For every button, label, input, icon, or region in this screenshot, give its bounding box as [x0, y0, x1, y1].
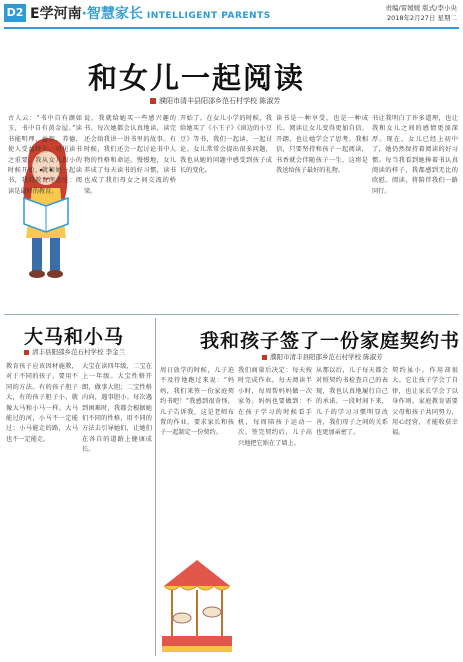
brand-sep: · — [81, 6, 87, 22]
reading-col4: 读书是一种享受，也是一种成长。阅读让女儿变得更加自信、开朗，也让她学会了思考。我相信，只要坚持和孩子一起阅读，书香就会伴随孩子一生，这将是我送给孩子最好的礼物。 — [276, 115, 368, 175]
reading-col5: 书让我明白了许多道理，也让我和女儿之间的感情更加深厚。现在，女儿已经上初中了，她仍然保持着阅读的好习惯。每当我看到她捧着书认真阅读的样子，我都感到无比的欣慰。阅读，将陪伴我们一路同行。 — [372, 115, 458, 195]
reading-col3: 开始了。在女儿小学的时候，我给她买了《小王子》《窗边的小豆豆》等书，我们一起读，一起讨论。女儿常常会提出很多问题，我也从她的问题中感受到孩子成长的变化。 — [180, 115, 272, 175]
reading-col1-head: 古人云：“书中自有颜如玉，书中自有黄金屋。”读书能明理、益智、养德，使人受益终生。可见读书之重要。我从女儿很小的时候开始，就和她一起读书，我的教育理念是：阅读是最好的教育。 — [8, 115, 82, 195]
contract-col4: 契约虽小，作用却很大。它让孩子学会了自律，也让家长学会了以身作则。家庭教育需要父母和孩子共同努力，用心经营，才能收获幸福。 — [392, 367, 458, 437]
carousel-illustration — [160, 556, 234, 658]
page-number: D2 — [4, 4, 26, 22]
article-byline-contract: 濮阳市清丰县阳邵乡范石村学校 陈淑芳 — [262, 352, 383, 361]
square-icon — [24, 350, 29, 355]
square-icon — [262, 355, 267, 360]
date-line: 2018年2月27日 星期二 — [386, 14, 457, 22]
horses-col1: 教育孩子应该因材施教，对于不同的孩子，要用不同的方法。有的孩子胆子大，有的孩子胆子小，就像大马和小马一样。大马能过的河，小马不一定能过；小马能走的路，大马也不一定能走。 — [6, 363, 78, 443]
header-meta — [386, 3, 457, 23]
article-title-contract: 我和孩子签了一份家庭契约书 — [200, 330, 461, 352]
column-divider — [155, 318, 156, 656]
article-byline-horses: 清丰县阳邵乡范石村学校 李金兰 — [24, 347, 125, 356]
article-byline-reading: 濮阳市清丰县阳邵乡范石村学校 陈淑芳 — [150, 96, 280, 106]
contract-col1: 周日放学的时候，儿子迫不及待地跑过来说：“妈妈，我们来签一份家庭契约书吧！”我感到很奇怪，儿子告诉我，这是老师布置的作业，要求家长和孩子一起制定一份契约。 — [160, 367, 234, 437]
article-title-reading: 和女儿一起阅读 — [88, 61, 306, 95]
article-title-horses: 大马和小马 — [24, 326, 125, 348]
contract-col3: 从那以后，儿子每天都会对照契约书检查自己的表现，我也认真地履行自己的承诺。一段时间下来，儿子的学习习惯明显改善，我们母子之间的关系也更加亲密了。 — [316, 367, 388, 437]
horses-col2: 大宝在读四年级，二宝在上一年级。大宝性格开朗，做事大胆；二宝性格内向，遇事胆小。每次遇到困难时，我都会根据她们不同的性格，用不同的方法去引导她们，让她们在各自的道路上健康成长。 — [82, 363, 152, 454]
brand-en: INTELLIGENT PARENTS — [146, 11, 271, 21]
section-divider — [4, 314, 459, 315]
square-icon — [150, 98, 156, 104]
brand-prefix: E学河南 — [30, 6, 82, 22]
section-brand — [30, 3, 271, 23]
editor-line: 责编/雷媛媛 版式/李小央 — [385, 4, 457, 12]
reading-col2: 说，我就给她买一些感兴趣的书。每次她都会认真地读，读完还会给我讲一讲书里的故事。有时候，我们还会一起讨论书中人物的性格和命运。慢慢地，女儿养成了每天读书的好习惯，读书也成了我们母女之间交流的桥梁。 — [84, 115, 176, 195]
contract-col2: 我们商量后决定：每天按时完成作业，每天阅读半小时，每周帮妈妈做一次家务。妈妈也要做到：不在孩子学习的时候看手机，每周陪孩子运动一次。签完契约后，儿子高兴地把它贴在了墙上。 — [238, 367, 312, 447]
brand-column: 智慧家长 — [86, 6, 143, 22]
reading-col1-tail — [8, 290, 154, 310]
header-rule — [4, 27, 459, 29]
page-header — [0, 0, 463, 34]
